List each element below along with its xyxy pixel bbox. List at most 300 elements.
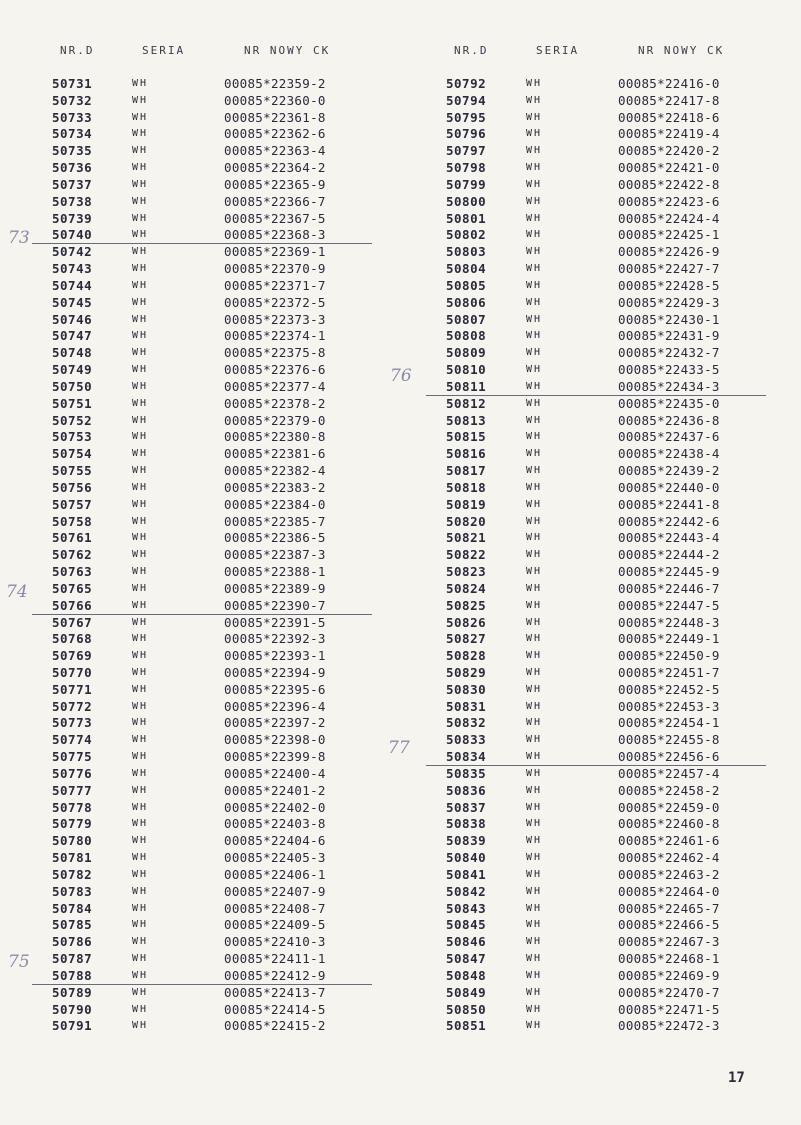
row-ck: 00085*22440-0 <box>618 479 720 495</box>
row-seria: WH <box>526 717 543 729</box>
row-seria: WH <box>132 885 149 897</box>
row-ck: 00085*22386-5 <box>224 530 326 546</box>
row-seria: WH <box>526 700 543 712</box>
row-seria: WH <box>526 969 543 981</box>
row-nr: 50811 <box>446 378 487 394</box>
row-seria: WH <box>132 835 149 847</box>
row-seria: WH <box>132 936 149 948</box>
row-seria: WH <box>526 229 543 241</box>
row-nr: 50773 <box>52 715 93 731</box>
row-nr: 50733 <box>52 109 93 125</box>
row-ck: 00085*22390-7 <box>224 597 326 613</box>
row-seria: WH <box>526 380 543 392</box>
row-ck: 00085*22414-5 <box>224 1001 326 1017</box>
row-seria: WH <box>526 431 543 443</box>
row-seria: WH <box>526 178 543 190</box>
row-nr: 50769 <box>52 648 93 664</box>
row-nr: 50744 <box>52 277 93 293</box>
row-ck: 00085*22423-6 <box>618 193 720 209</box>
row-seria: WH <box>132 734 149 746</box>
row-ck: 00085*22417-8 <box>618 92 720 108</box>
row-nr: 50828 <box>446 648 487 664</box>
row-nr: 50754 <box>52 446 93 462</box>
row-seria: WH <box>526 414 543 426</box>
row-nr: 50791 <box>52 1018 93 1034</box>
row-nr: 50842 <box>446 883 487 899</box>
row-nr: 50767 <box>52 614 93 630</box>
row-ck: 00085*22366-7 <box>224 193 326 209</box>
row-ck: 00085*22404-6 <box>224 833 326 849</box>
row-seria: WH <box>132 767 149 779</box>
row-nr: 50757 <box>52 496 93 512</box>
row-nr: 50763 <box>52 564 93 580</box>
row-ck: 00085*22398-0 <box>224 732 326 748</box>
row-seria: WH <box>526 78 543 89</box>
row-ck: 00085*22447-5 <box>618 597 720 613</box>
row-nr: 50749 <box>52 362 93 378</box>
row-nr: 50795 <box>446 109 487 125</box>
row-ck: 00085*22416-0 <box>618 76 720 91</box>
row-nr: 50801 <box>446 210 487 226</box>
row-ck: 00085*22408-7 <box>224 900 326 916</box>
row-ck: 00085*22412-9 <box>224 967 326 983</box>
row-nr: 50830 <box>446 681 487 697</box>
row-nr: 50761 <box>52 530 93 546</box>
row-seria: WH <box>526 481 543 493</box>
row-ck: 00085*22443-4 <box>618 530 720 546</box>
row-ck: 00085*22445-9 <box>618 564 720 580</box>
row-nr: 50782 <box>52 866 93 882</box>
row-seria: WH <box>526 263 543 275</box>
row-seria: WH <box>526 582 543 594</box>
row-ck: 00085*22369-1 <box>224 244 326 260</box>
row-ck: 00085*22420-2 <box>618 143 720 159</box>
row-seria: WH <box>132 902 149 914</box>
row-nr: 50758 <box>52 513 93 529</box>
row-nr: 50748 <box>52 345 93 361</box>
row-seria: WH <box>132 448 149 460</box>
row-ck: 00085*22428-5 <box>618 277 720 293</box>
row-seria: WH <box>526 515 543 527</box>
row-ck: 00085*22415-2 <box>224 1018 326 1034</box>
row-ck: 00085*22427-7 <box>618 261 720 277</box>
row-seria: WH <box>526 128 543 140</box>
row-seria: WH <box>132 919 149 931</box>
row-nr: 50786 <box>52 934 93 950</box>
row-ck: 00085*22458-2 <box>618 782 720 798</box>
row-ck: 00085*22421-0 <box>618 160 720 176</box>
row-seria: WH <box>526 330 543 342</box>
row-ck: 00085*22385-7 <box>224 513 326 529</box>
row-nr: 50823 <box>446 564 487 580</box>
row-seria: WH <box>132 78 149 89</box>
row-ck: 00085*22429-3 <box>618 294 720 310</box>
row-seria: WH <box>132 953 149 965</box>
row-seria: WH <box>132 986 149 998</box>
row-nr: 50778 <box>52 799 93 815</box>
header-nr: NR.D <box>454 44 489 57</box>
row-seria: WH <box>132 313 149 325</box>
row-seria: WH <box>526 347 543 359</box>
row-seria: WH <box>526 616 543 628</box>
row-seria: WH <box>132 852 149 864</box>
row-ck: 00085*22455-8 <box>618 732 720 748</box>
row-nr: 50753 <box>52 429 93 445</box>
row-seria: WH <box>526 111 543 123</box>
row-seria: WH <box>132 128 149 140</box>
row-ck: 00085*22446-7 <box>618 580 720 596</box>
row-seria: WH <box>526 818 543 830</box>
row-nr: 50833 <box>446 732 487 748</box>
row-ck: 00085*22362-6 <box>224 126 326 142</box>
row-nr: 50768 <box>52 631 93 647</box>
row-ck: 00085*22376-6 <box>224 362 326 378</box>
row-ck: 00085*22457-4 <box>618 765 720 781</box>
row-seria: WH <box>526 465 543 477</box>
row-nr: 50826 <box>446 614 487 630</box>
handwritten-mark: 77 <box>388 738 410 758</box>
row-ck: 00085*22388-1 <box>224 564 326 580</box>
row-seria: WH <box>132 784 149 796</box>
row-nr: 50809 <box>446 345 487 361</box>
row-nr: 50751 <box>52 395 93 411</box>
row-ck: 00085*22389-9 <box>224 580 326 596</box>
row-nr: 50851 <box>446 1018 487 1034</box>
row-nr: 50839 <box>446 833 487 849</box>
row-ck: 00085*22380-8 <box>224 429 326 445</box>
row-seria: WH <box>132 465 149 477</box>
row-nr: 50832 <box>446 715 487 731</box>
row-ck: 00085*22396-4 <box>224 698 326 714</box>
row-nr: 50824 <box>446 580 487 596</box>
row-nr: 50816 <box>446 446 487 462</box>
row-seria: WH <box>132 717 149 729</box>
row-nr: 50792 <box>446 76 487 91</box>
row-nr: 50797 <box>446 143 487 159</box>
row-nr: 50784 <box>52 900 93 916</box>
row-seria: WH <box>526 902 543 914</box>
row-seria: WH <box>526 852 543 864</box>
row-seria: WH <box>132 212 149 224</box>
row-nr: 50817 <box>446 463 487 479</box>
row-ck: 00085*22395-6 <box>224 681 326 697</box>
row-seria: WH <box>526 868 543 880</box>
handwritten-mark: 75 <box>8 952 30 972</box>
row-seria: WH <box>526 364 543 376</box>
row-seria: WH <box>526 397 543 409</box>
row-seria: WH <box>526 296 543 308</box>
row-ck: 00085*22383-2 <box>224 479 326 495</box>
row-nr: 50775 <box>52 749 93 765</box>
row-nr: 50788 <box>52 967 93 983</box>
row-nr: 50815 <box>446 429 487 445</box>
row-nr: 50836 <box>446 782 487 798</box>
row-seria: WH <box>526 666 543 678</box>
row-nr: 50804 <box>446 261 487 277</box>
row-seria: WH <box>132 616 149 628</box>
header-nr: NR.D <box>60 44 95 57</box>
row-seria: WH <box>132 700 149 712</box>
row-nr: 50745 <box>52 294 93 310</box>
row-nr: 50807 <box>446 311 487 327</box>
row-ck: 00085*22370-9 <box>224 261 326 277</box>
row-nr: 50734 <box>52 126 93 142</box>
row-ck: 00085*22367-5 <box>224 210 326 226</box>
row-ck: 00085*22460-8 <box>618 816 720 832</box>
row-nr: 50818 <box>446 479 487 495</box>
row-ck: 00085*22442-6 <box>618 513 720 529</box>
row-nr: 50736 <box>52 160 93 176</box>
row-nr: 50840 <box>446 850 487 866</box>
row-nr: 50738 <box>52 193 93 209</box>
row-ck: 00085*22441-8 <box>618 496 720 512</box>
row-nr: 50798 <box>446 160 487 176</box>
row-seria: WH <box>526 599 543 611</box>
row-ck: 00085*22410-3 <box>224 934 326 950</box>
row-seria: WH <box>132 330 149 342</box>
row-seria: WH <box>526 734 543 746</box>
row-nr: 50750 <box>52 378 93 394</box>
row-nr: 50799 <box>446 176 487 192</box>
row-seria: WH <box>526 566 543 578</box>
row-nr: 50845 <box>446 917 487 933</box>
row-ck: 00085*22461-6 <box>618 833 720 849</box>
row-seria: WH <box>132 195 149 207</box>
row-nr: 50785 <box>52 917 93 933</box>
row-ck: 00085*22463-2 <box>618 866 720 882</box>
header-ck: NR NOWY CK <box>244 44 331 57</box>
row-seria: WH <box>132 481 149 493</box>
row-ck: 00085*22405-3 <box>224 850 326 866</box>
row-ck: 00085*22364-2 <box>224 160 326 176</box>
row-ck: 00085*22393-1 <box>224 648 326 664</box>
row-seria: WH <box>132 111 149 123</box>
row-ck: 00085*22468-1 <box>618 951 720 967</box>
handwritten-mark: 73 <box>8 228 30 248</box>
row-nr: 50838 <box>446 816 487 832</box>
row-ck: 00085*22471-5 <box>618 1001 720 1017</box>
row-seria: WH <box>526 212 543 224</box>
row-nr: 50805 <box>446 277 487 293</box>
row-nr: 50796 <box>446 126 487 142</box>
row-seria: WH <box>526 835 543 847</box>
row-seria: WH <box>132 566 149 578</box>
row-nr: 50825 <box>446 597 487 613</box>
row-seria: WH <box>526 532 543 544</box>
row-nr: 50747 <box>52 328 93 344</box>
row-ck: 00085*22407-9 <box>224 883 326 899</box>
row-ck: 00085*22418-6 <box>618 109 720 125</box>
row-seria: WH <box>526 498 543 510</box>
row-ck: 00085*22365-9 <box>224 176 326 192</box>
row-ck: 00085*22437-6 <box>618 429 720 445</box>
row-seria: WH <box>132 397 149 409</box>
row-seria: WH <box>132 178 149 190</box>
row-seria: WH <box>132 633 149 645</box>
row-ck: 00085*22467-3 <box>618 934 720 950</box>
row-ck: 00085*22399-8 <box>224 749 326 765</box>
row-nr: 50739 <box>52 210 93 226</box>
row-nr: 50827 <box>446 631 487 647</box>
row-seria: WH <box>526 784 543 796</box>
row-nr: 50849 <box>446 984 487 1000</box>
row-nr: 50800 <box>446 193 487 209</box>
row-nr: 50847 <box>446 951 487 967</box>
row-ck: 00085*22391-5 <box>224 614 326 630</box>
row-seria: WH <box>132 380 149 392</box>
row-nr: 50846 <box>446 934 487 950</box>
row-ck: 00085*22373-3 <box>224 311 326 327</box>
row-seria: WH <box>526 801 543 813</box>
row-ck: 00085*22432-7 <box>618 345 720 361</box>
row-nr: 50802 <box>446 227 487 243</box>
row-ck: 00085*22371-7 <box>224 277 326 293</box>
row-seria: WH <box>526 145 543 157</box>
row-seria: WH <box>132 162 149 174</box>
row-ck: 00085*22452-5 <box>618 681 720 697</box>
row-nr: 50834 <box>446 749 487 765</box>
row-ck: 00085*22453-3 <box>618 698 720 714</box>
row-seria: WH <box>526 885 543 897</box>
row-seria: WH <box>526 94 543 106</box>
row-nr: 50850 <box>446 1001 487 1017</box>
row-ck: 00085*22472-3 <box>618 1018 720 1034</box>
row-seria: WH <box>526 650 543 662</box>
row-ck: 00085*22372-5 <box>224 294 326 310</box>
row-nr: 50841 <box>446 866 487 882</box>
row-nr: 50787 <box>52 951 93 967</box>
row-ck: 00085*22454-1 <box>618 715 720 731</box>
row-ck: 00085*22434-3 <box>618 378 720 394</box>
row-nr: 50808 <box>446 328 487 344</box>
row-nr: 50812 <box>446 395 487 411</box>
row-seria: WH <box>132 1020 149 1032</box>
row-seria: WH <box>132 263 149 275</box>
row-ck: 00085*22359-2 <box>224 76 326 91</box>
row-ck: 00085*22465-7 <box>618 900 720 916</box>
row-ck: 00085*22378-2 <box>224 395 326 411</box>
row-ck: 00085*22413-7 <box>224 984 326 1000</box>
row-nr: 50732 <box>52 92 93 108</box>
row-nr: 50790 <box>52 1001 93 1017</box>
row-nr: 50735 <box>52 143 93 159</box>
row-ck: 00085*22448-3 <box>618 614 720 630</box>
row-ck: 00085*22419-4 <box>618 126 720 142</box>
row-ck: 00085*22402-0 <box>224 799 326 815</box>
row-ck: 00085*22379-0 <box>224 412 326 428</box>
row-seria: WH <box>526 919 543 931</box>
row-nr: 50780 <box>52 833 93 849</box>
row-seria: WH <box>526 683 543 695</box>
row-nr: 50829 <box>446 664 487 680</box>
row-ck: 00085*22368-3 <box>224 227 326 243</box>
row-seria: WH <box>132 229 149 241</box>
row-nr: 50731 <box>52 76 93 91</box>
row-nr: 50762 <box>52 547 93 563</box>
row-ck: 00085*22436-8 <box>618 412 720 428</box>
row-seria: WH <box>526 953 543 965</box>
row-nr: 50742 <box>52 244 93 260</box>
row-seria: WH <box>132 666 149 678</box>
row-seria: WH <box>132 145 149 157</box>
row-seria: WH <box>132 868 149 880</box>
row-ck: 00085*22406-1 <box>224 866 326 882</box>
row-seria: WH <box>526 162 543 174</box>
row-seria: WH <box>526 1020 543 1032</box>
row-seria: WH <box>526 279 543 291</box>
row-seria: WH <box>132 431 149 443</box>
row-nr: 50737 <box>52 176 93 192</box>
row-nr: 50740 <box>52 227 93 243</box>
row-seria: WH <box>526 751 543 763</box>
row-nr: 50820 <box>446 513 487 529</box>
row-nr: 50743 <box>52 261 93 277</box>
row-seria: WH <box>526 246 543 258</box>
row-ck: 00085*22382-4 <box>224 463 326 479</box>
row-seria: WH <box>526 633 543 645</box>
row-seria: WH <box>526 1003 543 1015</box>
row-ck: 00085*22424-4 <box>618 210 720 226</box>
row-ck: 00085*22363-4 <box>224 143 326 159</box>
row-nr: 50794 <box>446 92 487 108</box>
row-ck: 00085*22462-4 <box>618 850 720 866</box>
row-seria: WH <box>132 94 149 106</box>
row-ck: 00085*22401-2 <box>224 782 326 798</box>
row-seria: WH <box>132 582 149 594</box>
row-ck: 00085*22392-3 <box>224 631 326 647</box>
row-ck: 00085*22469-9 <box>618 967 720 983</box>
row-seria: WH <box>526 448 543 460</box>
handwritten-mark: 74 <box>6 582 28 602</box>
row-ck: 00085*22425-1 <box>618 227 720 243</box>
row-nr: 50756 <box>52 479 93 495</box>
row-seria: WH <box>132 532 149 544</box>
row-seria: WH <box>132 296 149 308</box>
row-seria: WH <box>132 801 149 813</box>
row-ck: 00085*22377-4 <box>224 378 326 394</box>
row-nr: 50755 <box>52 463 93 479</box>
row-nr: 50774 <box>52 732 93 748</box>
row-seria: WH <box>132 414 149 426</box>
row-ck: 00085*22470-7 <box>618 984 720 1000</box>
row-seria: WH <box>132 818 149 830</box>
row-nr: 50837 <box>446 799 487 815</box>
row-seria: WH <box>132 347 149 359</box>
row-seria: WH <box>132 650 149 662</box>
row-seria: WH <box>526 986 543 998</box>
row-seria: WH <box>526 767 543 779</box>
row-ck: 00085*22466-5 <box>618 917 720 933</box>
row-seria: WH <box>132 751 149 763</box>
row-ck: 00085*22430-1 <box>618 311 720 327</box>
row-ck: 00085*22426-9 <box>618 244 720 260</box>
row-ck: 00085*22375-8 <box>224 345 326 361</box>
row-ck: 00085*22374-1 <box>224 328 326 344</box>
row-ck: 00085*22449-1 <box>618 631 720 647</box>
row-ck: 00085*22400-4 <box>224 765 326 781</box>
row-ck: 00085*22464-0 <box>618 883 720 899</box>
row-ck: 00085*22450-9 <box>618 648 720 664</box>
row-ck: 00085*22433-5 <box>618 362 720 378</box>
row-seria: WH <box>132 969 149 981</box>
row-nr: 50779 <box>52 816 93 832</box>
row-seria: WH <box>132 599 149 611</box>
row-seria: WH <box>132 515 149 527</box>
row-ck: 00085*22403-8 <box>224 816 326 832</box>
row-nr: 50776 <box>52 765 93 781</box>
row-nr: 50803 <box>446 244 487 260</box>
row-nr: 50770 <box>52 664 93 680</box>
